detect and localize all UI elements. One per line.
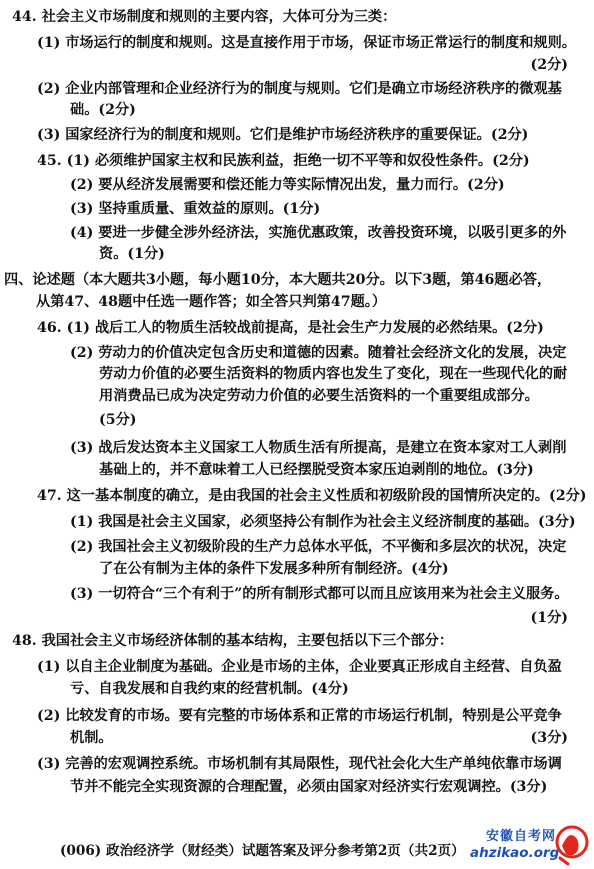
section-4-heading: 四、论述题（本大题共3小题，每小题10分，本大题共20分。以下3题，第46题必答， <box>4 272 552 288</box>
q44-heading: 44. 社会主义市场制度和规则的主要内容，大体可分为三类： <box>12 9 397 25</box>
q45-item-2: (2) 要从经济发展需要和偿还能力等实际情况出发，量力而行。(2分) <box>70 177 505 193</box>
q44-item-2: (2) 企业内部管理和企业经济行为的制度与规则。它们是确立市场经济秩序的微观基 <box>37 81 562 97</box>
q44-item-2-cont: 础。(2分) <box>70 102 136 118</box>
q48-heading: 48. 我国社会主义市场经济体制的基本结构，主要包括以下三个部分： <box>12 633 454 649</box>
q45-item-4: (4) 要进一步健全涉外经济法，实施优惠政策，改善投资环境，以吸引更多的外 <box>70 225 567 241</box>
q45-item-4-cont: 资。(1分) <box>99 246 165 262</box>
q48-item-3-cont: 节并不能完全实现资源的合理配置，必须由国家对经济实行宏观调控。(3分) <box>70 779 548 795</box>
q48-item-2: (2) 比较发育的市场。要有完整的市场体系和正常的市场运行机制，特别是公平竞争 <box>37 708 562 724</box>
q47-intro: 47. 这一基本制度的确立，是由我国的社会主义性质和初级阶段的国情所决定的。(2分) <box>37 488 587 504</box>
q47-item-1: (1) 我国是社会主义国家，必须坚持公有制作为社会主义经济制度的基础。(3分) <box>70 514 576 530</box>
q47-item-2-cont: 了在公有制为主体的条件下发展多种所有制经济。(4分) <box>99 561 449 577</box>
q46-item-2-cont-2: 用消费品已成为决定劳动力价值的必要生活资料的一个重要组成部分。 <box>99 388 539 404</box>
logo-text-cn: 安徽自考网 <box>486 829 557 844</box>
q48-item-1-cont: 亏、自我发展和自我约束的经营机制。(4分) <box>70 681 349 697</box>
q44-item-1-score: (2分) <box>530 57 568 73</box>
page-footer: (006) 政治经济学（财经类）试题答案及评分参考第2页（共2页） <box>60 843 465 859</box>
q48-item-2-score: (3分) <box>530 730 568 746</box>
site-logo <box>464 822 592 868</box>
q48-item-1: (1) 以自主企业制度为基础。企业是市场的主体，企业要真正形成自主经营、自负盈 <box>37 659 562 675</box>
q44-item-1: (1) 市场运行的制度和规则。这是直接作用于市场，保证市场正常运行的制度和规则。 <box>37 35 576 51</box>
q46-item-3-cont: 基础上的，并不意味着工人已经摆脱受资本家压迫剥削的地位。(3分) <box>99 462 534 478</box>
q46-item-2-cont-1: 劳动力价值的必要生活资料的物质内容也发生了变化，现在一些现代化的耐 <box>99 366 568 382</box>
q46-item-2-score: (5分) <box>99 412 137 428</box>
q48-item-3: (3) 完善的宏观调控系统。市场机制有其局限性，现代社会化大生产单纯依靠市场调 <box>37 756 562 772</box>
logo-mark-icon <box>554 822 590 866</box>
q45-item-3: (3) 坚持重质量、重效益的原则。(1分) <box>70 201 321 217</box>
q46-item-2: (2) 劳动力的价值决定包含历史和道德的因素。随着社会经济文化的发展，决定 <box>70 345 567 361</box>
q48-item-2-cont: 机制。 <box>70 730 113 746</box>
q47-item-3: (3) 一切符合“三个有利于”的所有制形式都可以而且应该用来为社会主义服务。 <box>70 586 569 602</box>
q46-item-3: (3) 战后发达资本主义国家工人物质生活有所提高，是建立在资本家对工人剥削 <box>70 440 567 456</box>
q45-item-1: 45. (1) 必须维护国家主权和民族利益，拒绝一切不平等和奴役性条件。(2分) <box>37 153 530 169</box>
q47-item-2: (2) 我国社会主义初级阶段的生产力总体水平低，不平衡和多层次的状况，决定 <box>70 539 567 555</box>
section-4-note: 从第47、48题中任选一题作答；如全答只判第47题。） <box>36 294 387 310</box>
q46-item-1: 46. (1) 战后工人的物质生活较战前提高，是社会生产力发展的必然结果。(2分) <box>37 320 544 336</box>
q44-item-3: (3) 国家经济行为的制度和规则。它们是维护市场经济秩序的重要保证。(2分) <box>37 127 529 143</box>
logo-text-en: ahzikao.org <box>470 845 560 861</box>
q47-item-3-score: (1分) <box>530 610 568 626</box>
